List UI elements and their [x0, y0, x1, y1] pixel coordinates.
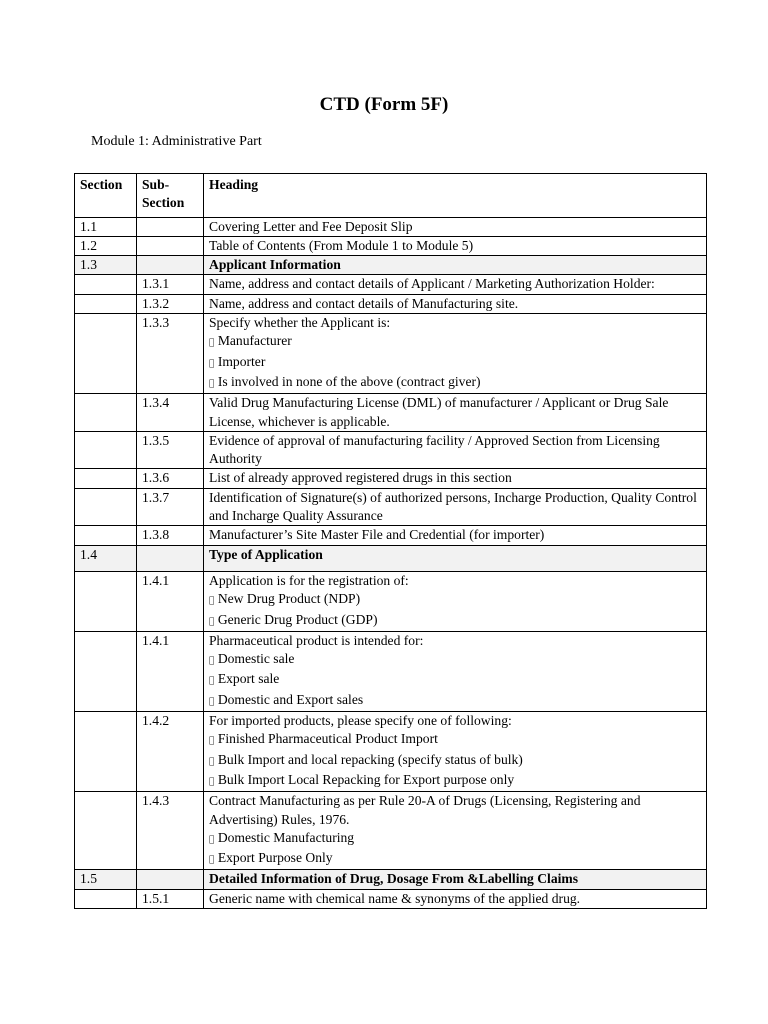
- table-row: [75, 236, 707, 255]
- header-subsection: Sub-Section: [137, 174, 204, 218]
- table-header-row: [75, 174, 707, 218]
- option-label: Domestic and Export sales: [209, 691, 355, 707]
- cell-section: 1.2: [75, 236, 137, 255]
- heading-text: Name, address and contact details of Manufacturing site.: [209, 295, 519, 311]
- option-item: [209, 332, 701, 352]
- cell-subsection: 1.3.4: [137, 394, 204, 432]
- cell-section: [75, 488, 137, 526]
- heading-text: Manufacturer’s Site Master File and Credential (for importer): [209, 527, 545, 543]
- checkbox-icon[interactable]: [209, 338, 214, 348]
- cell-subsection: [137, 870, 204, 889]
- heading-text: Name, address and contact details of Applicant / Marketing Authorization Holder:: [209, 276, 655, 292]
- cell-subsection: 1.4.1: [137, 571, 204, 631]
- table-row: [75, 217, 707, 236]
- cell-heading: [204, 469, 707, 488]
- cell-heading: [204, 256, 707, 275]
- cell-heading: [204, 545, 707, 571]
- cell-heading: [204, 870, 707, 889]
- checkbox-icon[interactable]: [209, 676, 214, 686]
- table-row: [75, 870, 707, 889]
- option-item: [209, 373, 701, 393]
- option-item: [209, 730, 701, 750]
- cell-subsection: 1.4.3: [137, 792, 204, 870]
- cell-subsection: 1.3.3: [137, 314, 204, 394]
- checkbox-icon[interactable]: [209, 777, 214, 787]
- cell-section: [75, 526, 137, 545]
- option-item: [209, 670, 701, 690]
- heading-text: Contract Manufacturing as per Rule 20-A of Drugs (Licensing, Registering and Advertising) Rules, 1976.: [209, 793, 641, 827]
- cell-section: [75, 712, 137, 792]
- checkbox-icon[interactable]: [209, 835, 214, 845]
- cell-heading: [204, 488, 707, 526]
- heading-text: Specify whether the Applicant is:: [209, 315, 391, 331]
- checkbox-icon[interactable]: [209, 757, 214, 767]
- table-row: [75, 712, 707, 792]
- cell-subsection: 1.5.1: [137, 889, 204, 908]
- heading-text: List of already approved registered drugs in this section: [209, 470, 512, 486]
- table-row: [75, 431, 707, 469]
- heading-text: Type of Application: [209, 546, 323, 562]
- cell-heading: [204, 275, 707, 294]
- heading-text: Evidence of approval of manufacturing facility / Approved Section from Licensing Authority: [209, 432, 660, 467]
- checkbox-icon[interactable]: [209, 359, 214, 369]
- heading-text: Application is for the registration of:: [209, 572, 409, 588]
- option-item: [209, 829, 701, 849]
- cell-subsection: 1.4.2: [137, 712, 204, 792]
- option-item: [209, 751, 701, 771]
- table-row: [75, 526, 707, 545]
- table-body: [75, 217, 707, 908]
- table-row: [75, 889, 707, 908]
- header-section: Section: [75, 174, 137, 218]
- heading-text: Pharmaceutical product is intended for:: [209, 632, 424, 648]
- cell-subsection: [137, 256, 204, 275]
- option-label: Finished Pharmaceutical Product Import: [209, 731, 430, 747]
- option-item: [209, 590, 701, 610]
- cell-heading: [204, 526, 707, 545]
- table-row: [75, 294, 707, 313]
- cell-subsection: 1.3.5: [137, 431, 204, 469]
- table-row: [75, 275, 707, 294]
- option-item: [209, 650, 701, 670]
- heading-text: Applicant Information: [209, 257, 341, 273]
- checkbox-icon[interactable]: [209, 596, 214, 606]
- option-label: Export Purpose Only: [209, 850, 324, 866]
- cell-section: [75, 889, 137, 908]
- cell-section: 1.1: [75, 217, 137, 236]
- heading-text: Generic name with chemical name & synonyms of the applied drug.: [209, 890, 581, 906]
- cell-heading: [204, 889, 707, 908]
- cell-section: 1.3: [75, 256, 137, 275]
- heading-text: Detailed Information of Drug, Dosage From &Labelling Claims: [209, 871, 579, 887]
- option-item: [209, 691, 701, 711]
- option-label: Domestic sale: [209, 651, 286, 667]
- cell-subsection: 1.3.7: [137, 488, 204, 526]
- checkbox-icon[interactable]: [209, 736, 214, 746]
- checkbox-icon[interactable]: [209, 656, 214, 666]
- option-label: Bulk Import Local Repacking for Export purpose only: [209, 771, 506, 787]
- cell-subsection: [137, 217, 204, 236]
- option-label: Generic Drug Product (GDP): [209, 611, 369, 627]
- cell-heading: [204, 792, 707, 870]
- heading-text: For imported products, please specify one of following:: [209, 713, 512, 729]
- table-row: [75, 314, 707, 394]
- table-row: [75, 631, 707, 711]
- cell-section: [75, 394, 137, 432]
- cell-section: [75, 631, 137, 711]
- cell-subsection: 1.3.1: [137, 275, 204, 294]
- table-row: [75, 256, 707, 275]
- cell-section: [75, 294, 137, 313]
- option-label: Export sale: [209, 671, 271, 687]
- table-row: [75, 571, 707, 631]
- option-label: Manufacturer: [209, 333, 283, 349]
- option-label: New Drug Product (NDP): [209, 591, 352, 607]
- cell-section: [75, 275, 137, 294]
- table-row: [75, 469, 707, 488]
- option-label: Domestic Manufacturing: [209, 829, 346, 845]
- cell-section: 1.4: [75, 545, 137, 571]
- module-heading: Module 1: Administrative Part: [91, 134, 262, 149]
- cell-heading: [204, 294, 707, 313]
- option-item: [209, 849, 701, 869]
- cell-heading: [204, 314, 707, 394]
- checkbox-icon[interactable]: [209, 697, 214, 707]
- checkbox-icon[interactable]: [209, 617, 214, 627]
- option-item: [209, 771, 701, 791]
- header-heading: Heading: [204, 174, 707, 218]
- checkbox-icon[interactable]: [209, 855, 214, 865]
- cell-subsection: 1.4.1: [137, 631, 204, 711]
- table-row: [75, 792, 707, 870]
- heading-text: Covering Letter and Fee Deposit Slip: [209, 218, 413, 234]
- cell-subsection: 1.3.6: [137, 469, 204, 488]
- cell-subsection: 1.3.8: [137, 526, 204, 545]
- heading-text: Table of Contents (From Module 1 to Module 5): [209, 237, 474, 253]
- cell-heading: [204, 571, 707, 631]
- cell-section: [75, 792, 137, 870]
- cell-heading: [204, 394, 707, 432]
- ctd-table: [74, 173, 707, 909]
- option-label: Bulk Import and local repacking (specify status of bulk): [209, 751, 515, 767]
- cell-heading: [204, 431, 707, 469]
- cell-subsection: [137, 545, 204, 571]
- cell-section: [75, 469, 137, 488]
- table-row: [75, 545, 707, 571]
- cell-heading: [204, 712, 707, 792]
- heading-text: Valid Drug Manufacturing License (DML) of manufacturer / Applicant or Drug Sale License, whichever is applicable.: [209, 395, 669, 429]
- document-title: CTD (Form 5F): [319, 94, 449, 115]
- cell-heading: [204, 631, 707, 711]
- checkbox-icon[interactable]: [209, 379, 214, 389]
- cell-section: [75, 571, 137, 631]
- option-item: [209, 611, 701, 631]
- table-row: [75, 488, 707, 526]
- cell-section: 1.5: [75, 870, 137, 889]
- cell-subsection: [137, 236, 204, 255]
- cell-heading: [204, 217, 707, 236]
- table-row: [75, 394, 707, 432]
- heading-text: Identification of Signature(s) of authorized persons, Incharge Production, Quality Control and Incharge Quality Assurance: [209, 489, 697, 524]
- cell-section: [75, 314, 137, 394]
- option-item: [209, 353, 701, 373]
- cell-subsection: 1.3.2: [137, 294, 204, 313]
- cell-section: [75, 431, 137, 469]
- option-label: Importer: [209, 353, 257, 369]
- cell-heading: [204, 236, 707, 255]
- option-label: Is involved in none of the above (contract giver): [209, 373, 472, 389]
